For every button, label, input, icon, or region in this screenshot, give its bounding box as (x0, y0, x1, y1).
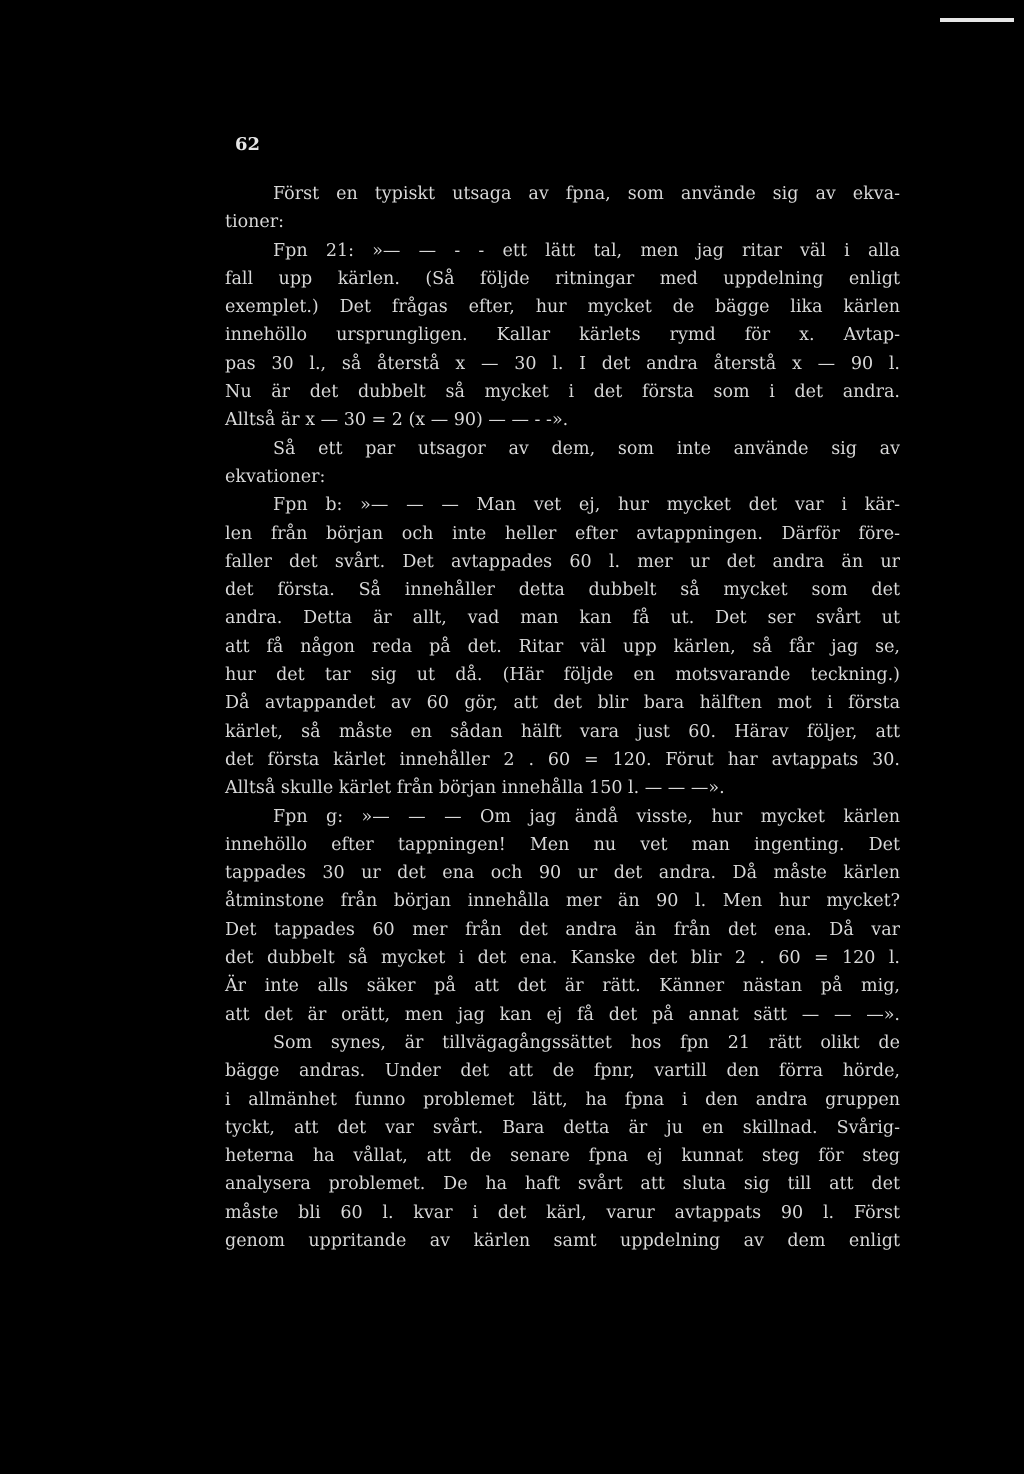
text-line: det dubbelt så mycket i det ena. Kanske det blir 2 . 60 = 120 l. (225, 948, 900, 969)
top-rule (940, 18, 1014, 22)
text-line: faller det svårt. Det avtappades 60 l. mer ur det andra än ur (225, 551, 900, 572)
text-line: Då avtappandet av 60 gör, att det blir bara hälften mot i första (225, 693, 900, 714)
page-number: 62 (235, 134, 261, 155)
text-line: Först en typiskt utsaga av fpna, som använde sig av ekva- (273, 184, 900, 204)
text-line: Alltså är x — 30 = 2 (x — 90) — — - -». (225, 410, 569, 431)
text-line: exemplet.) Det frågas efter, hur mycket de bägge lika kärlen (225, 297, 900, 318)
text-line: andra. Detta är allt, vad man kan få ut. Det ser svårt ut (225, 608, 900, 629)
text-line: ekvationer: (225, 466, 326, 487)
text-line: tappades 30 ur det ena och 90 ur det andra. Då måste kärlen (225, 863, 900, 884)
text-line: Så ett par utsagor av dem, som inte använde sig av (273, 438, 900, 459)
text-line: Som synes, är tillvägagångssättet hos fpn 21 rätt olikt de (273, 1032, 900, 1053)
text-line: kärlet, så måste en sådan hälft vara just 60. Härav följer, att (225, 721, 900, 742)
text-line: Fpn 21: »— — - - ett lätt tal, men jag ritar väl i alla (273, 240, 900, 261)
text-line: tyckt, att det var svårt. Bara detta är ju en skillnad. Svårig- (225, 1117, 900, 1138)
text-line: Fpn g: »— — — Om jag ändå visste, hur mycket kärlen (273, 806, 900, 827)
text-line: genom uppritande av kärlen samt uppdelning av dem enligt (225, 1230, 900, 1251)
text-line: analysera problemet. De ha haft svårt att sluta sig till att det (225, 1174, 900, 1195)
text-line: innehöllo efter tappningen! Men nu vet man ingenting. Det (225, 834, 900, 855)
text-line: len från början och inte heller efter avtappningen. Därför före- (225, 523, 900, 544)
text-line: hur det tar sig ut då. (Här följde en motsvarande teckning.) (225, 665, 900, 686)
text-line: i allmänhet funno problemet lätt, ha fpna i den andra gruppen (225, 1089, 900, 1110)
text-line: tioner: (225, 212, 285, 233)
text-line: Det tappades 60 mer från det andra än från det ena. Då var (225, 919, 900, 940)
text-line: Fpn b: »— — — Man vet ej, hur mycket det var i kär- (273, 495, 900, 516)
text-line: bägge andras. Under det att de fpnr, vartill den förra hörde, (225, 1061, 900, 1082)
text-line: det första. Så innehåller detta dubbelt så mycket som det (225, 580, 900, 601)
text-line: pas 30 l., så återstå x — 30 l. I det andra återstå x — 90 l. (225, 353, 900, 374)
text-line: att få någon reda på det. Ritar väl upp kärlen, så får jag se, (225, 636, 900, 657)
text-line: heterna ha vållat, att de senare fpna ej kunnat steg för steg (225, 1146, 900, 1167)
text-line: Nu är det dubbelt så mycket i det första som i det andra. (225, 382, 900, 403)
text-line: att det är orätt, men jag kan ej få det på annat sätt — — —». (225, 1004, 900, 1025)
text-line: åtminstone från början innehålla mer än 90 l. Men hur mycket? (225, 891, 900, 912)
text-line: fall upp kärlen. (Så följde ritningar med uppdelning enligt (225, 268, 900, 289)
text-line: innehöllo ursprungligen. Kallar kärlets rymd för x. Avtap- (225, 325, 900, 346)
text-line: Alltså skulle kärlet från början innehålla 150 l. — — —». (225, 778, 725, 799)
text-line: Är inte alls säker på att det är rätt. Känner nästan på mig, (225, 976, 900, 997)
body-text (225, 180, 900, 1255)
text-line: måste bli 60 l. kvar i det kärl, varur avtappats 90 l. Först (225, 1202, 900, 1223)
text-line: det första kärlet innehåller 2 . 60 = 120. Förut har avtappats 30. (225, 749, 900, 770)
